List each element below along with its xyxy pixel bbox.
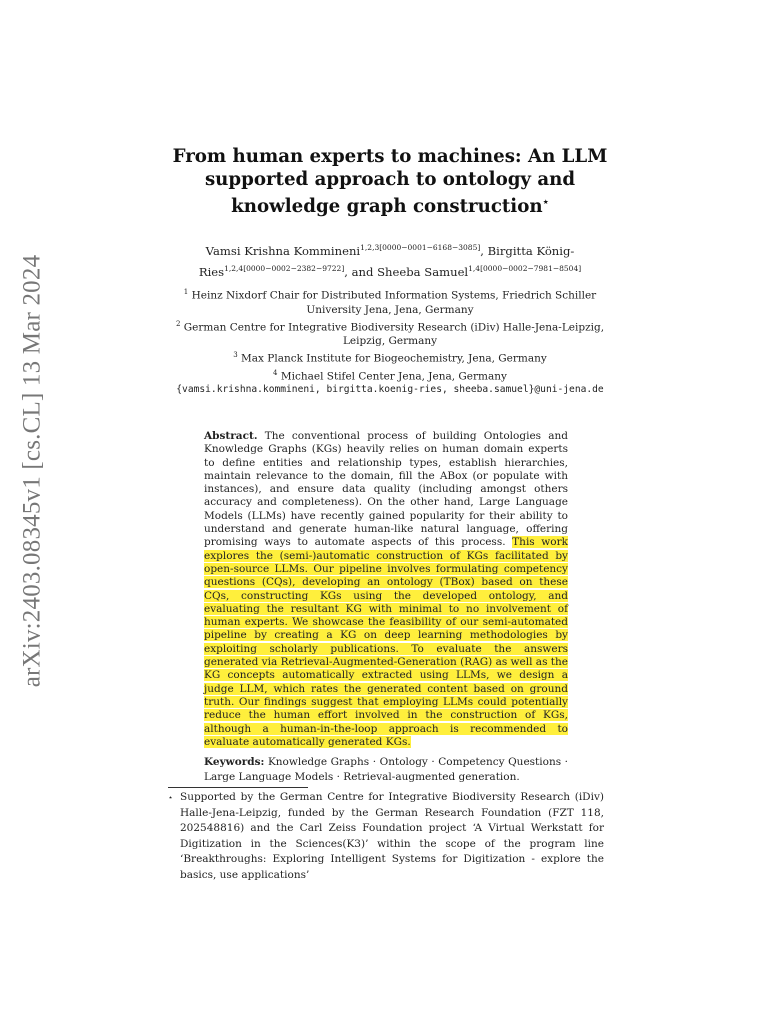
keywords-text: Knowledge Graphs · Ontology · Competency Questions · Large Language Models · Retrieval-augmented generation. [204, 756, 568, 783]
author-emails: {vamsi.krishna.kommineni, birgitta.koenig-ries, sheeba.samuel}@uni-jena.de [176, 384, 604, 395]
affiliation-number: 2 [175, 319, 181, 328]
affiliation-list [160, 285, 620, 397]
author-name: Birgitta König-Ries [198, 243, 575, 279]
keywords-label: Keywords: [204, 756, 265, 768]
paper-title-text: From human experts to machines: An LLM supported approach to ontology and knowledge graph construction [172, 146, 608, 218]
abstract-text: The conventional process of building Ontologies and Knowledge Graphs (KGs) heavily relies on human domain experts to define entities and relationship types, establish hierarchies, maintain relevance to the domain, fill the ABox (or populate with instances), and ensure data quality (including amongst others accuracy and completeness). On the other hand, Large Language Models (LLMs) have recently gained popularity for their ability to understand and generate human-like natural language, offering promising ways to automate aspects of this process. [204, 430, 568, 549]
author-affiliation-orcid: 1,2,4[0000−0002−2382−9722] [224, 263, 345, 273]
author-affiliation-orcid: 1,2,3[0000−0001−6168−3085] [360, 243, 481, 252]
author-name: Vamsi Krishna Kommineni [205, 243, 361, 258]
abstract [204, 430, 568, 749]
author-separator: , and [344, 264, 378, 279]
affiliation-number: 3 [233, 351, 238, 359]
footnote-divider [168, 787, 308, 788]
affiliation-number: 1 [183, 288, 189, 296]
title-footnote-mark: ⋆ [542, 197, 549, 208]
arxiv-sidebar-stamp [12, 254, 52, 688]
keywords [204, 755, 568, 785]
paper-title [160, 145, 620, 218]
affiliation-item [160, 285, 620, 317]
footnote-text: Supported by the German Centre for Integrative Biodiversity Research (iDiv) Halle-Jena-Leipzig, funded by the German Research Foundation (FZT 118, 202548816) and the Carl Zeiss Foundation project ‘A Virtual Werkstatt for Digitization in the Sciences(K3)’ within the scope of the program line ‘Breakthroughs: Exploring Intelligent Systems for Digitization - explore the basics, use applications’ [180, 791, 604, 881]
affiliation-item [160, 317, 620, 349]
funding-footnote [168, 790, 604, 883]
affiliation-item [160, 348, 620, 366]
author-list [160, 239, 620, 281]
affiliation-text: Michael Stifel Center Jena, Jena, Germany [280, 370, 507, 382]
arxiv-stamp-text: arXiv:2403.08345v1 [cs.CL] 13 Mar 2024 [18, 254, 46, 688]
abstract-highlighted-text: This work explores the (semi-)automatic construction of KGs facilitated by open-source LLMs. Our pipeline involves formulating competency questions (CQs), developing an ontology (TBox) based on these CQs, constructing KGs using the developed ontology, and evaluating the resultant KG with minimal to no involvement of human experts. We showcase the feasibility of our semi-automated pipeline by creating a KG on deep learning methodologies by exploiting scholarly publications. To evaluate the answers generated via Retrieval-Augmented-Generation (RAG) as well as the KG concepts automatically extracted using LLMs, we design a judge LLM, which rates the generated content based on ground truth. Our findings suggest that employing LLMs could potentially reduce the human effort involved in the construction of KGs, although a human-in-the-loop approach is recommended to evaluate automatically generated KGs. [204, 536, 568, 748]
affiliation-item [160, 366, 620, 384]
author-affiliation-orcid: 1,4[0000−0002−7981−8504] [468, 263, 582, 273]
abstract-label: Abstract. [204, 430, 258, 442]
footnote-mark: ⋆ [168, 793, 174, 802]
affiliation-number: 4 [273, 368, 278, 377]
affiliation-text: Heinz Nixdorf Chair for Distributed Information Systems, Friedrich Schiller University Jena, Jena, Germany [191, 289, 597, 316]
affiliation-text: German Centre for Integrative Biodiversity Research (iDiv) Halle-Jena-Leipzig, Leipzig, Germany [183, 321, 605, 347]
author-separator: , [480, 243, 488, 258]
author-name: Sheeba Samuel [377, 264, 469, 279]
affiliation-text: Max Planck Institute for Biogeochemistry, Jena, Germany [241, 352, 547, 365]
